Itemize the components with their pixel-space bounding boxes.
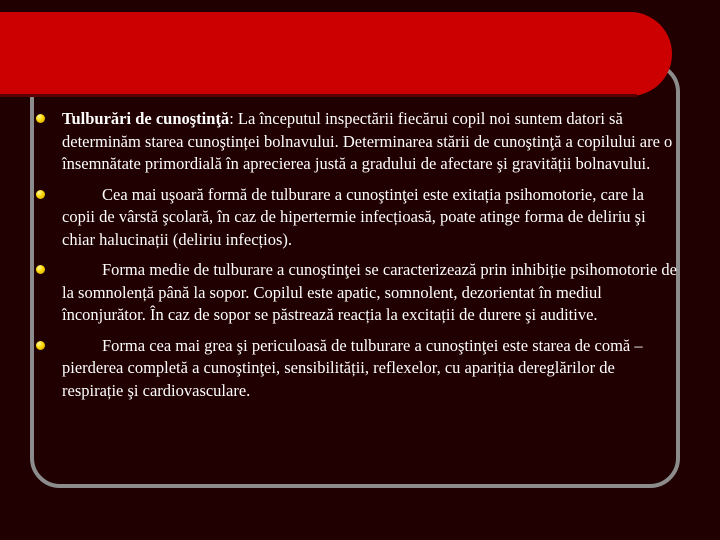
bullet-text: Forma medie de tulburare a cunoştinţei se caracterizează prin inhibiție psihomotorie de la somnolență până la sopor. Copilul este apatic, somnolent, dezorientat în mediul înconjurător. În caz de sopor se păstrează reacția la excitații de durere şi auditive. xyxy=(62,260,677,324)
bullet-lead: Tulburări de cunoştinţă xyxy=(62,109,230,128)
bullet-dot-icon xyxy=(36,190,45,199)
bullet-item xyxy=(32,184,680,252)
bullet-text: : La începutul inspectării fiecărui copil noi suntem datori să determinăm starea cunoştinței bolnavului. Determinarea stării de cunoştinţă a copilului are o însemnătate primordială în aprecierea justă a gradului de afectare şi gravității bolnavului. xyxy=(62,109,673,173)
bullet-list xyxy=(32,108,680,410)
bullet-text: Forma cea mai grea şi periculoasă de tulburare a cunoştinţei este starea de comă – pierderea completă a cunoştinţei, sensibilității, reflexelor, cu apariția dereglărilor de respirație şi cardiovasculare. xyxy=(62,335,643,400)
bullet-dot-icon xyxy=(36,114,45,123)
bullet-dot-icon xyxy=(36,341,45,350)
title-banner xyxy=(0,12,672,96)
bullet-item xyxy=(32,335,680,403)
bullet-dot-icon xyxy=(36,265,45,274)
bullet-item xyxy=(32,108,680,176)
bullet-item xyxy=(32,259,680,327)
banner-underline xyxy=(0,94,637,97)
bullet-text: Cea mai uşoară formă de tulburare a cunoştinţei este exitația psihomotorie, care la copii de vârstă şcolară, în caz de hipertermie infecțioasă, poate atinge forma de deliriu şi chiar halucinații (deliriu infecțios). xyxy=(62,184,646,249)
